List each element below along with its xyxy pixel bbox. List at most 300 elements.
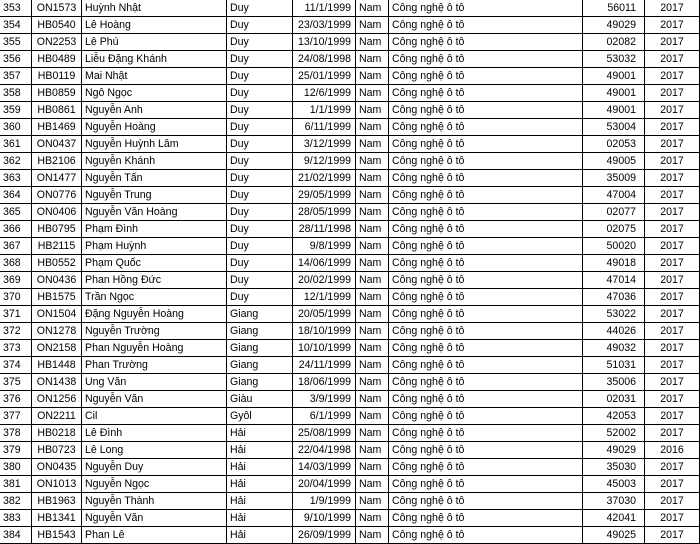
- table-row: [0, 510, 700, 527]
- major-cell: Công nghệ ô tô: [389, 0, 583, 17]
- birth-date-cell: 23/03/1999: [293, 17, 356, 34]
- table-row: [0, 442, 700, 459]
- last-name-cell: Nguyễn Hoàng: [82, 119, 227, 136]
- major-cell: Công nghệ ô tô: [389, 204, 583, 221]
- birth-date-cell: 9/8/1999: [293, 238, 356, 255]
- gender-cell: Nam: [356, 374, 389, 391]
- row-number-cell: 378: [0, 425, 32, 442]
- row-number-cell: 366: [0, 221, 32, 238]
- major-cell: Công nghệ ô tô: [389, 476, 583, 493]
- last-name-cell: Lê Đình: [82, 425, 227, 442]
- gender-cell: Nam: [356, 85, 389, 102]
- last-name-cell: Lê Phú: [82, 34, 227, 51]
- region-code-cell: 47014: [583, 272, 645, 289]
- student-code-cell: HB0861: [32, 102, 82, 119]
- student-code-cell: ON0437: [32, 136, 82, 153]
- major-cell: Công nghệ ô tô: [389, 170, 583, 187]
- year-cell: 2017: [645, 425, 700, 442]
- gender-cell: Nam: [356, 442, 389, 459]
- major-cell: Công nghệ ô tô: [389, 289, 583, 306]
- row-number-cell: 364: [0, 187, 32, 204]
- first-name-cell: Hải: [227, 493, 293, 510]
- student-code-cell: ON0406: [32, 204, 82, 221]
- birth-date-cell: 24/08/1998: [293, 51, 356, 68]
- table-row: [0, 153, 700, 170]
- region-code-cell: 49029: [583, 442, 645, 459]
- year-cell: 2017: [645, 170, 700, 187]
- row-number-cell: 375: [0, 374, 32, 391]
- birth-date-cell: 10/10/1999: [293, 340, 356, 357]
- region-code-cell: 37030: [583, 493, 645, 510]
- year-cell: 2017: [645, 187, 700, 204]
- last-name-cell: Ung Văn: [82, 374, 227, 391]
- birth-date-cell: 29/05/1999: [293, 187, 356, 204]
- year-cell: 2017: [645, 374, 700, 391]
- row-number-cell: 383: [0, 510, 32, 527]
- birth-date-cell: 28/11/1998: [293, 221, 356, 238]
- student-code-cell: HB1469: [32, 119, 82, 136]
- last-name-cell: Nguyễn Khánh: [82, 153, 227, 170]
- gender-cell: Nam: [356, 272, 389, 289]
- year-cell: 2017: [645, 527, 700, 544]
- table-row: [0, 102, 700, 119]
- table-row: [0, 357, 700, 374]
- last-name-cell: Đặng Nguyễn Hoàng: [82, 306, 227, 323]
- student-code-cell: HB1341: [32, 510, 82, 527]
- gender-cell: Nam: [356, 170, 389, 187]
- gender-cell: Nam: [356, 476, 389, 493]
- year-cell: 2017: [645, 34, 700, 51]
- year-cell: 2017: [645, 17, 700, 34]
- first-name-cell: Hải: [227, 476, 293, 493]
- student-code-cell: HB0489: [32, 51, 82, 68]
- table-row: [0, 17, 700, 34]
- first-name-cell: Duy: [227, 187, 293, 204]
- major-cell: Công nghệ ô tô: [389, 51, 583, 68]
- birth-date-cell: 14/06/1999: [293, 255, 356, 272]
- table-row: [0, 255, 700, 272]
- last-name-cell: Phan Nguyễn Hoàng: [82, 340, 227, 357]
- year-cell: 2017: [645, 68, 700, 85]
- birth-date-cell: 1/9/1999: [293, 493, 356, 510]
- last-name-cell: Phạm Huỳnh: [82, 238, 227, 255]
- first-name-cell: Hải: [227, 510, 293, 527]
- major-cell: Công nghệ ô tô: [389, 102, 583, 119]
- gender-cell: Nam: [356, 408, 389, 425]
- region-code-cell: 53004: [583, 119, 645, 136]
- row-number-cell: 384: [0, 527, 32, 544]
- region-code-cell: 47004: [583, 187, 645, 204]
- region-code-cell: 35006: [583, 374, 645, 391]
- first-name-cell: Giàu: [227, 391, 293, 408]
- table-row: [0, 68, 700, 85]
- row-number-cell: 370: [0, 289, 32, 306]
- region-code-cell: 49032: [583, 340, 645, 357]
- major-cell: Công nghệ ô tô: [389, 510, 583, 527]
- student-code-cell: ON1256: [32, 391, 82, 408]
- first-name-cell: Duy: [227, 153, 293, 170]
- first-name-cell: Duy: [227, 0, 293, 17]
- gender-cell: Nam: [356, 255, 389, 272]
- year-cell: 2017: [645, 306, 700, 323]
- last-name-cell: Liễu Đặng Khánh: [82, 51, 227, 68]
- student-code-cell: HB0552: [32, 255, 82, 272]
- gender-cell: Nam: [356, 340, 389, 357]
- row-number-cell: 354: [0, 17, 32, 34]
- major-cell: Công nghệ ô tô: [389, 306, 583, 323]
- gender-cell: Nam: [356, 238, 389, 255]
- region-code-cell: 53032: [583, 51, 645, 68]
- first-name-cell: Hải: [227, 442, 293, 459]
- gender-cell: Nam: [356, 187, 389, 204]
- year-cell: 2017: [645, 204, 700, 221]
- table-row: [0, 289, 700, 306]
- year-cell: 2017: [645, 510, 700, 527]
- birth-date-cell: 12/6/1999: [293, 85, 356, 102]
- birth-date-cell: 20/05/1999: [293, 306, 356, 323]
- first-name-cell: Hải: [227, 425, 293, 442]
- year-cell: 2017: [645, 136, 700, 153]
- birth-date-cell: 22/04/1998: [293, 442, 356, 459]
- student-code-cell: HB0119: [32, 68, 82, 85]
- row-number-cell: 382: [0, 493, 32, 510]
- birth-date-cell: 25/01/1999: [293, 68, 356, 85]
- gender-cell: Nam: [356, 221, 389, 238]
- gender-cell: Nam: [356, 0, 389, 17]
- birth-date-cell: 18/06/1999: [293, 374, 356, 391]
- major-cell: Công nghệ ô tô: [389, 153, 583, 170]
- gender-cell: Nam: [356, 357, 389, 374]
- region-code-cell: 49001: [583, 85, 645, 102]
- table-row: [0, 493, 700, 510]
- last-name-cell: Nguyễn Duy: [82, 459, 227, 476]
- student-code-cell: HB0218: [32, 425, 82, 442]
- row-number-cell: 380: [0, 459, 32, 476]
- last-name-cell: Lê Long: [82, 442, 227, 459]
- region-code-cell: 49005: [583, 153, 645, 170]
- table-row: [0, 187, 700, 204]
- year-cell: 2017: [645, 272, 700, 289]
- gender-cell: Nam: [356, 306, 389, 323]
- last-name-cell: Lê Hoàng: [82, 17, 227, 34]
- major-cell: Công nghệ ô tô: [389, 255, 583, 272]
- last-name-cell: Phan Trường: [82, 357, 227, 374]
- major-cell: Công nghệ ô tô: [389, 187, 583, 204]
- first-name-cell: Giang: [227, 323, 293, 340]
- region-code-cell: 02082: [583, 34, 645, 51]
- first-name-cell: Duy: [227, 34, 293, 51]
- row-number-cell: 363: [0, 170, 32, 187]
- first-name-cell: Gyôl: [227, 408, 293, 425]
- last-name-cell: Nguyễn Huỳnh Lâm: [82, 136, 227, 153]
- year-cell: 2017: [645, 323, 700, 340]
- last-name-cell: Nguyễn Thành: [82, 493, 227, 510]
- last-name-cell: Nguyễn Anh: [82, 102, 227, 119]
- last-name-cell: Phan Lê: [82, 527, 227, 544]
- table-row: [0, 306, 700, 323]
- student-code-cell: ON0435: [32, 459, 82, 476]
- last-name-cell: Phạm Đình: [82, 221, 227, 238]
- table-row: [0, 391, 700, 408]
- first-name-cell: Duy: [227, 85, 293, 102]
- region-code-cell: 50020: [583, 238, 645, 255]
- year-cell: 2017: [645, 391, 700, 408]
- year-cell: 2017: [645, 476, 700, 493]
- table-row: [0, 221, 700, 238]
- gender-cell: Nam: [356, 119, 389, 136]
- year-cell: 2017: [645, 102, 700, 119]
- last-name-cell: Nguyễn Văn: [82, 510, 227, 527]
- table-row: [0, 136, 700, 153]
- student-code-cell: HB0795: [32, 221, 82, 238]
- student-code-cell: ON1278: [32, 323, 82, 340]
- year-cell: 2017: [645, 85, 700, 102]
- birth-date-cell: 9/12/1999: [293, 153, 356, 170]
- region-code-cell: 42041: [583, 510, 645, 527]
- first-name-cell: Duy: [227, 17, 293, 34]
- student-code-cell: HB2115: [32, 238, 82, 255]
- first-name-cell: Duy: [227, 51, 293, 68]
- last-name-cell: Mai Nhật: [82, 68, 227, 85]
- region-code-cell: 47036: [583, 289, 645, 306]
- student-code-cell: HB0723: [32, 442, 82, 459]
- row-number-cell: 371: [0, 306, 32, 323]
- last-name-cell: Huỳnh Nhật: [82, 0, 227, 17]
- region-code-cell: 44026: [583, 323, 645, 340]
- gender-cell: Nam: [356, 527, 389, 544]
- region-code-cell: 56011: [583, 0, 645, 17]
- major-cell: Công nghệ ô tô: [389, 527, 583, 544]
- region-code-cell: 49001: [583, 102, 645, 119]
- gender-cell: Nam: [356, 323, 389, 340]
- student-code-cell: HB2106: [32, 153, 82, 170]
- region-code-cell: 02031: [583, 391, 645, 408]
- row-number-cell: 368: [0, 255, 32, 272]
- last-name-cell: Nguyễn Ngọc: [82, 476, 227, 493]
- region-code-cell: 42053: [583, 408, 645, 425]
- year-cell: 2016: [645, 442, 700, 459]
- student-code-cell: HB1448: [32, 357, 82, 374]
- row-number-cell: 358: [0, 85, 32, 102]
- last-name-cell: Nguyễn Tấn: [82, 170, 227, 187]
- table-row: [0, 459, 700, 476]
- year-cell: 2017: [645, 459, 700, 476]
- row-number-cell: 372: [0, 323, 32, 340]
- region-code-cell: 51031: [583, 357, 645, 374]
- row-number-cell: 377: [0, 408, 32, 425]
- year-cell: 2017: [645, 493, 700, 510]
- gender-cell: Nam: [356, 51, 389, 68]
- gender-cell: Nam: [356, 493, 389, 510]
- row-number-cell: 365: [0, 204, 32, 221]
- table-row: [0, 527, 700, 544]
- row-number-cell: 369: [0, 272, 32, 289]
- major-cell: Công nghệ ô tô: [389, 34, 583, 51]
- first-name-cell: Duy: [227, 102, 293, 119]
- gender-cell: Nam: [356, 136, 389, 153]
- first-name-cell: Duy: [227, 170, 293, 187]
- region-code-cell: 02053: [583, 136, 645, 153]
- year-cell: 2017: [645, 0, 700, 17]
- first-name-cell: Hải: [227, 527, 293, 544]
- last-name-cell: Ngô Ngọc: [82, 85, 227, 102]
- first-name-cell: Duy: [227, 68, 293, 85]
- major-cell: Công nghệ ô tô: [389, 238, 583, 255]
- table-row: [0, 340, 700, 357]
- table-row: [0, 0, 700, 17]
- student-code-cell: HB0540: [32, 17, 82, 34]
- gender-cell: Nam: [356, 34, 389, 51]
- year-cell: 2017: [645, 221, 700, 238]
- major-cell: Công nghệ ô tô: [389, 323, 583, 340]
- major-cell: Công nghệ ô tô: [389, 272, 583, 289]
- birth-date-cell: 3/12/1999: [293, 136, 356, 153]
- region-code-cell: 52002: [583, 425, 645, 442]
- birth-date-cell: 12/1/1999: [293, 289, 356, 306]
- region-code-cell: 45003: [583, 476, 645, 493]
- first-name-cell: Giang: [227, 374, 293, 391]
- major-cell: Công nghệ ô tô: [389, 442, 583, 459]
- gender-cell: Nam: [356, 425, 389, 442]
- first-name-cell: Hải: [227, 459, 293, 476]
- student-code-cell: ON1013: [32, 476, 82, 493]
- table-row: [0, 476, 700, 493]
- table-row: [0, 408, 700, 425]
- region-code-cell: 35030: [583, 459, 645, 476]
- year-cell: 2017: [645, 357, 700, 374]
- birth-date-cell: 6/11/1999: [293, 119, 356, 136]
- row-number-cell: 362: [0, 153, 32, 170]
- table-row: [0, 374, 700, 391]
- row-number-cell: 360: [0, 119, 32, 136]
- year-cell: 2017: [645, 51, 700, 68]
- row-number-cell: 373: [0, 340, 32, 357]
- major-cell: Công nghệ ô tô: [389, 340, 583, 357]
- student-code-cell: ON0436: [32, 272, 82, 289]
- first-name-cell: Duy: [227, 136, 293, 153]
- major-cell: Công nghệ ô tô: [389, 17, 583, 34]
- year-cell: 2017: [645, 119, 700, 136]
- student-code-cell: ON2158: [32, 340, 82, 357]
- row-number-cell: 353: [0, 0, 32, 17]
- major-cell: Công nghệ ô tô: [389, 459, 583, 476]
- row-number-cell: 356: [0, 51, 32, 68]
- first-name-cell: Duy: [227, 221, 293, 238]
- major-cell: Công nghệ ô tô: [389, 85, 583, 102]
- gender-cell: Nam: [356, 153, 389, 170]
- gender-cell: Nam: [356, 289, 389, 306]
- major-cell: Công nghệ ô tô: [389, 374, 583, 391]
- last-name-cell: Trần Ngọc: [82, 289, 227, 306]
- last-name-cell: Nguyễn Trung: [82, 187, 227, 204]
- table-row: [0, 85, 700, 102]
- gender-cell: Nam: [356, 510, 389, 527]
- region-code-cell: 35009: [583, 170, 645, 187]
- last-name-cell: Phan Hồng Đức: [82, 272, 227, 289]
- year-cell: 2017: [645, 255, 700, 272]
- birth-date-cell: 18/10/1999: [293, 323, 356, 340]
- first-name-cell: Duy: [227, 272, 293, 289]
- student-code-cell: ON0776: [32, 187, 82, 204]
- major-cell: Công nghệ ô tô: [389, 119, 583, 136]
- first-name-cell: Giang: [227, 306, 293, 323]
- student-code-cell: ON1573: [32, 0, 82, 17]
- student-code-cell: HB1963: [32, 493, 82, 510]
- major-cell: Công nghệ ô tô: [389, 425, 583, 442]
- gender-cell: Nam: [356, 204, 389, 221]
- table-row: [0, 51, 700, 68]
- region-code-cell: 49018: [583, 255, 645, 272]
- region-code-cell: 53022: [583, 306, 645, 323]
- gender-cell: Nam: [356, 391, 389, 408]
- birth-date-cell: 28/05/1999: [293, 204, 356, 221]
- last-name-cell: Cil: [82, 408, 227, 425]
- gender-cell: Nam: [356, 17, 389, 34]
- year-cell: 2017: [645, 153, 700, 170]
- major-cell: Công nghệ ô tô: [389, 408, 583, 425]
- birth-date-cell: 14/03/1999: [293, 459, 356, 476]
- major-cell: Công nghệ ô tô: [389, 391, 583, 408]
- student-code-cell: ON1438: [32, 374, 82, 391]
- birth-date-cell: 24/11/1999: [293, 357, 356, 374]
- first-name-cell: Duy: [227, 255, 293, 272]
- table-row: [0, 119, 700, 136]
- table-row: [0, 204, 700, 221]
- student-code-cell: HB1575: [32, 289, 82, 306]
- major-cell: Công nghệ ô tô: [389, 357, 583, 374]
- year-cell: 2017: [645, 408, 700, 425]
- first-name-cell: Giang: [227, 340, 293, 357]
- gender-cell: Nam: [356, 459, 389, 476]
- region-code-cell: 49001: [583, 68, 645, 85]
- birth-date-cell: 6/1/1999: [293, 408, 356, 425]
- row-number-cell: 379: [0, 442, 32, 459]
- birth-date-cell: 11/1/1999: [293, 0, 356, 17]
- region-code-cell: 49029: [583, 17, 645, 34]
- major-cell: Công nghệ ô tô: [389, 68, 583, 85]
- first-name-cell: Duy: [227, 289, 293, 306]
- birth-date-cell: 25/08/1999: [293, 425, 356, 442]
- row-number-cell: 359: [0, 102, 32, 119]
- student-code-cell: HB1543: [32, 527, 82, 544]
- gender-cell: Nam: [356, 68, 389, 85]
- first-name-cell: Duy: [227, 119, 293, 136]
- student-code-cell: HB0859: [32, 85, 82, 102]
- region-code-cell: 02077: [583, 204, 645, 221]
- region-code-cell: 49025: [583, 527, 645, 544]
- row-number-cell: 367: [0, 238, 32, 255]
- table-row: [0, 34, 700, 51]
- birth-date-cell: 26/09/1999: [293, 527, 356, 544]
- table-row: [0, 323, 700, 340]
- year-cell: 2017: [645, 289, 700, 306]
- student-code-cell: ON2253: [32, 34, 82, 51]
- row-number-cell: 355: [0, 34, 32, 51]
- row-number-cell: 357: [0, 68, 32, 85]
- major-cell: Công nghệ ô tô: [389, 493, 583, 510]
- region-code-cell: 02075: [583, 221, 645, 238]
- row-number-cell: 374: [0, 357, 32, 374]
- gender-cell: Nam: [356, 102, 389, 119]
- last-name-cell: Nguyễn Văn: [82, 391, 227, 408]
- birth-date-cell: 13/10/1999: [293, 34, 356, 51]
- first-name-cell: Duy: [227, 238, 293, 255]
- birth-date-cell: 9/10/1999: [293, 510, 356, 527]
- row-number-cell: 381: [0, 476, 32, 493]
- table-row: [0, 238, 700, 255]
- birth-date-cell: 3/9/1999: [293, 391, 356, 408]
- last-name-cell: Nguyễn Trường: [82, 323, 227, 340]
